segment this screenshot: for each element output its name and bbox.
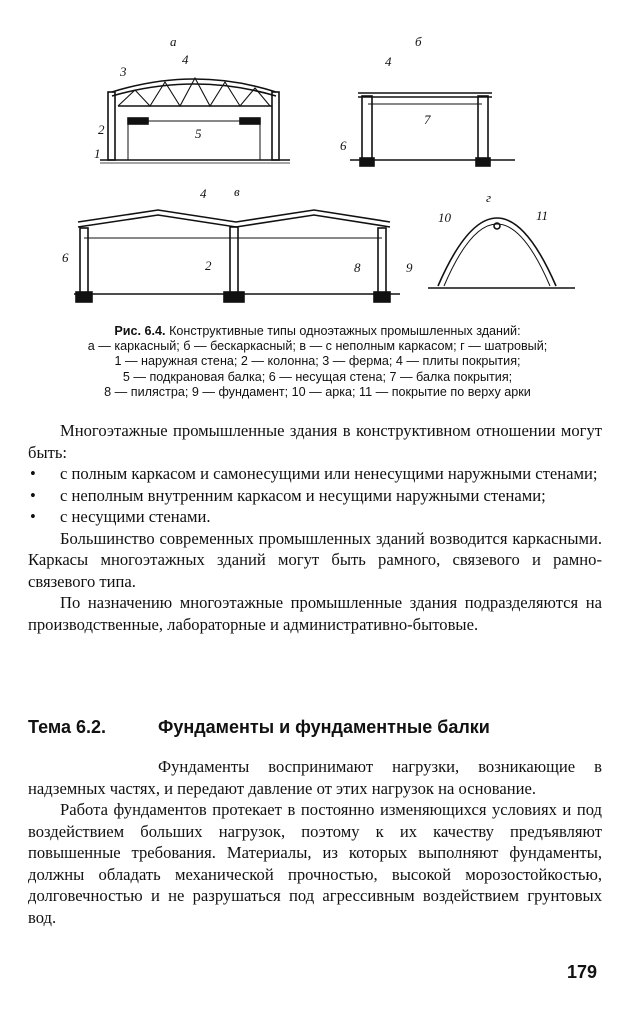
callout: 3	[120, 64, 127, 79]
list-item: • с полным каркасом и самонесущими или ненесущими наружными стенами;	[30, 464, 598, 483]
figure-caption	[30, 324, 605, 400]
caption-line: 1 — наружная стена; 2 — колонна; 3 — ферма; 4 — плиты покрытия;	[114, 354, 521, 369]
paragraph: Работа фундаментов протекает в постоянно изменяющихся условиях и под воздействием больших нагрузок, поэтому к их качеству предъявляют повышенные требования. Материалы, из которых выполняют фундаменты, должны обладать механической прочностью, высокой морозостойкостью, долговечностью и не разрушаться под агрессивным воздействием грунтовых вод.	[28, 800, 602, 927]
callout: 10	[438, 210, 451, 225]
callout: 4	[385, 54, 392, 69]
callout: 11	[536, 208, 549, 223]
paragraph: Фундаменты воспринимают нагрузки, возникающие в надземных частях, и передают давление от этих нагрузок на основание.	[28, 757, 602, 798]
callout: 4	[182, 52, 189, 67]
list-item: • с несущими стенами.	[30, 507, 211, 526]
panel-label-v: в	[234, 184, 240, 199]
callout: 4	[200, 186, 207, 201]
callout: 2	[205, 258, 212, 273]
diagram-b	[350, 93, 515, 166]
callout: 8	[354, 260, 361, 275]
body-section-2	[28, 756, 602, 928]
caption-line: а — каркасный; б — бескаркасный; в — с неполным каркасом; г — шатровый;	[87, 339, 548, 354]
panel-label-a: а	[170, 34, 177, 49]
callout: 6	[62, 250, 69, 265]
section-heading	[28, 717, 490, 738]
callout: 6	[340, 138, 347, 153]
caption-label: Рис. 6.4.	[114, 324, 166, 338]
paragraph-intro: Многоэтажные промышленные здания в конструктивном отношении могут быть:	[28, 421, 602, 462]
diagram-g	[428, 218, 575, 288]
callout: 5	[195, 126, 202, 141]
panel-label-g: г	[486, 190, 492, 205]
callout: 9	[406, 260, 413, 275]
paragraph: По назначению многоэтажные промышленные здания подразделяются на производственные, лабораторные и административно-бытовые.	[28, 593, 602, 634]
callout: 7	[424, 112, 431, 127]
callout: 1	[94, 146, 101, 161]
section-title: Фундаменты и фундаментные балки	[158, 717, 490, 737]
section-number: Тема 6.2.	[28, 717, 106, 737]
paragraph: Большинство современных промышленных зданий возводится каркасными. Каркасы многоэтажных зданий могут быть рамного, связевого и рамно-связевого типа.	[28, 528, 602, 591]
list-item: • с неполным внутренним каркасом и несущими наружными стенами;	[30, 485, 546, 505]
diagram-a	[100, 78, 290, 163]
caption-title: Конструктивные типы одноэтажных промышленных зданий:	[169, 324, 521, 338]
building-types-figure	[0, 0, 629, 320]
body-section-1	[28, 420, 602, 635]
diagram-v	[74, 210, 400, 302]
callout: 2	[98, 122, 105, 137]
caption-line: 5 — подкрановая балка; 6 — несущая стена; 7 — балка покрытия;	[122, 369, 513, 384]
panel-label-b: б	[415, 34, 422, 49]
page-number: 179	[566, 962, 597, 982]
caption-line: 8 — пилястра; 9 — фундамент; 10 — арка; 11 — покрытие по верху арки	[104, 384, 531, 399]
